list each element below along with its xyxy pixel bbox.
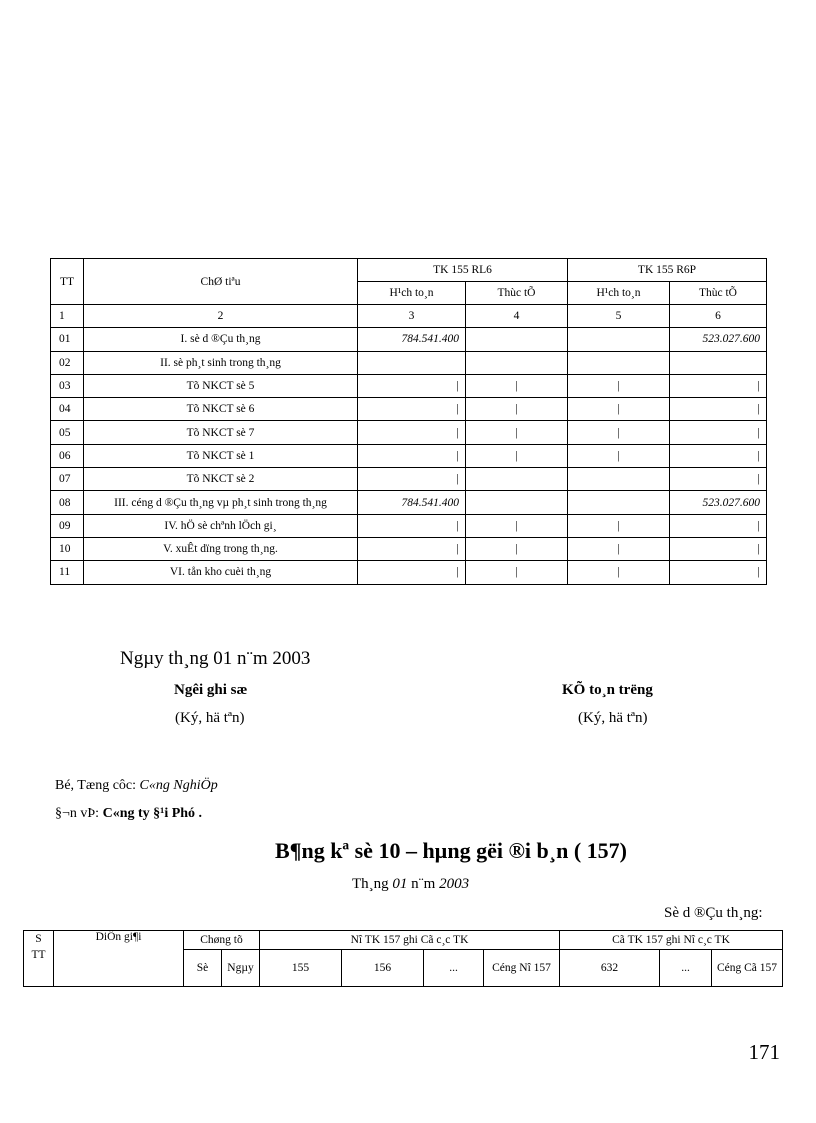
row-desc: III. céng d ®Çu th¸ng vµ ph¸t sinh trong th¸ng <box>84 491 358 514</box>
bookkeeper-title: Ngêi ghi sæ <box>174 682 248 698</box>
row-c3 <box>358 351 466 374</box>
table-row <box>51 374 767 397</box>
row-c4 <box>466 351 568 374</box>
header-dots-1: ... <box>424 950 484 987</box>
row-c5: | <box>568 537 670 560</box>
row-tt: 09 <box>51 514 84 537</box>
table-row <box>51 328 767 351</box>
ministry-line <box>55 778 218 794</box>
row-desc: VI. tån kho cuèi th¸ng <box>84 561 358 584</box>
header-cong-co: Céng Cã 157 <box>712 950 783 987</box>
row-c3: | <box>358 514 466 537</box>
row-c3: | <box>358 398 466 421</box>
header-ngay: Ngµy <box>222 950 260 987</box>
header-155: 155 <box>260 950 342 987</box>
page-number: 171 <box>748 1040 780 1064</box>
row-c6: 523.027.600 <box>670 328 767 351</box>
row-desc: Tõ NKCT sè 1 <box>84 444 358 467</box>
row-c5: | <box>568 514 670 537</box>
row-c3: | <box>358 421 466 444</box>
header-thucte-1: Thùc tÕ <box>466 282 568 305</box>
header-co-group: Cã TK 157 ghi Nî c¸c TK <box>560 931 783 950</box>
ministry-value: C«ng NghiÖp <box>139 778 218 793</box>
column-number-row <box>51 305 767 328</box>
year-value: 2003 <box>439 876 470 892</box>
row-tt: 03 <box>51 374 84 397</box>
row-tt: 08 <box>51 491 84 514</box>
row-tt: 10 <box>51 537 84 560</box>
bookkeeper-sub: (Ký, hä tªn) <box>175 710 245 726</box>
row-c3: | <box>358 537 466 560</box>
row-tt: 01 <box>51 328 84 351</box>
row-c4: | <box>466 514 568 537</box>
header-tt: TT <box>51 259 84 305</box>
signature-date: Ngµy th¸ng 01 n¨m 2003 <box>120 648 311 669</box>
stt-top: S <box>35 933 42 945</box>
row-c5 <box>568 468 670 491</box>
row-c4 <box>466 468 568 491</box>
header-thucte-2: Thùc tÕ <box>670 282 767 305</box>
row-desc: Tõ NKCT sè 6 <box>84 398 358 421</box>
row-c3: | <box>358 561 466 584</box>
row-c4 <box>466 328 568 351</box>
row-c6 <box>670 351 767 374</box>
header-632: 632 <box>560 950 660 987</box>
header-hachtoan-1: H¹ch to¸n <box>358 282 466 305</box>
header-hachtoan-2: H¹ch to¸n <box>568 282 670 305</box>
chief-accountant-sub: (Ký, hä tªn) <box>578 710 648 726</box>
row-tt: 06 <box>51 444 84 467</box>
table-header-row <box>51 259 767 282</box>
table-row <box>51 537 767 560</box>
opening-balance-label: Sè d ®Çu th¸ng: <box>664 905 763 921</box>
row-c4: | <box>466 374 568 397</box>
report-title: B¶ng kª sè 10 – hµng gëi ®i b¸n ( 157) <box>275 838 627 863</box>
table-row <box>51 491 767 514</box>
row-c3: 784.541.400 <box>358 491 466 514</box>
row-c5 <box>568 351 670 374</box>
row-tt: 07 <box>51 468 84 491</box>
report-month <box>352 876 469 893</box>
header-chitieu: ChØ tiªu <box>84 259 358 305</box>
row-c5: | <box>568 398 670 421</box>
table-row <box>51 398 767 421</box>
month-prefix: Th¸ng <box>352 876 393 892</box>
row-tt: 11 <box>51 561 84 584</box>
row-c4: | <box>466 537 568 560</box>
row-c6: | <box>670 537 767 560</box>
row-c6: | <box>670 421 767 444</box>
row-desc: II. sè ph¸t sinh trong th¸ng <box>84 351 358 374</box>
stock-summary-table <box>50 258 767 585</box>
row-c3: | <box>358 374 466 397</box>
header-stt <box>24 931 54 987</box>
row-desc: V. xuÊt dïng trong th¸ng. <box>84 537 358 560</box>
row-c4 <box>466 491 568 514</box>
colnum-6: 6 <box>670 305 767 328</box>
row-c6: | <box>670 514 767 537</box>
row-c5 <box>568 328 670 351</box>
unit-label: §¬n vÞ: <box>55 806 103 821</box>
row-tt: 04 <box>51 398 84 421</box>
row-c4: | <box>466 561 568 584</box>
header-group-1: TK 155 RL6 <box>358 259 568 282</box>
row-tt: 05 <box>51 421 84 444</box>
unit-value: C«ng ty §¹i Phó . <box>102 806 203 821</box>
table-row <box>51 561 767 584</box>
header-156: 156 <box>342 950 424 987</box>
table-row <box>51 421 767 444</box>
colnum-5: 5 <box>568 305 670 328</box>
row-c4: | <box>466 398 568 421</box>
unit-line <box>55 806 202 822</box>
row-c5: | <box>568 374 670 397</box>
row-c6: | <box>670 444 767 467</box>
colnum-3: 3 <box>358 305 466 328</box>
row-c3: | <box>358 444 466 467</box>
row-c6: 523.027.600 <box>670 491 767 514</box>
table-row <box>51 468 767 491</box>
row-desc: Tõ NKCT sè 7 <box>84 421 358 444</box>
goods-sent-table <box>23 930 783 987</box>
row-c5: | <box>568 444 670 467</box>
row-tt: 02 <box>51 351 84 374</box>
table-row <box>51 351 767 374</box>
row-c3: | <box>358 468 466 491</box>
table2-header-row <box>24 931 783 950</box>
table-row <box>51 444 767 467</box>
row-desc: Tõ NKCT sè 5 <box>84 374 358 397</box>
table-body <box>51 328 767 584</box>
row-c4: | <box>466 421 568 444</box>
row-c6: | <box>670 468 767 491</box>
row-c5 <box>568 491 670 514</box>
row-c6: | <box>670 561 767 584</box>
row-c3: 784.541.400 <box>358 328 466 351</box>
header-cong-no: Céng Nî 157 <box>484 950 560 987</box>
colnum-1: 1 <box>51 305 84 328</box>
month-mid: n¨m <box>407 876 440 892</box>
header-dots-2: ... <box>660 950 712 987</box>
row-desc: Tõ NKCT sè 2 <box>84 468 358 491</box>
row-c4: | <box>466 444 568 467</box>
row-desc: IV. hÖ sè chªnh lÖch gi¸ <box>84 514 358 537</box>
stt-bottom: TT <box>31 949 46 961</box>
colnum-4: 4 <box>466 305 568 328</box>
row-c6: | <box>670 374 767 397</box>
month-value: 01 <box>392 876 408 892</box>
header-chung-tu: Chøng tõ <box>184 931 260 950</box>
ministry-label: Bé, Tæng côc: <box>55 778 140 793</box>
row-c5: | <box>568 421 670 444</box>
header-dien-giai: DiÔn gi¶i <box>54 931 184 987</box>
row-desc: I. sè d ®Çu th¸ng <box>84 328 358 351</box>
table-row <box>51 514 767 537</box>
header-no-group: Nî TK 157 ghi Cã c¸c TK <box>260 931 560 950</box>
row-c6: | <box>670 398 767 421</box>
header-group-2: TK 155 R6P <box>568 259 767 282</box>
chief-accountant-title: KÕ to¸n trëng <box>562 682 653 698</box>
colnum-2: 2 <box>84 305 358 328</box>
row-c5: | <box>568 561 670 584</box>
header-so: Sè <box>184 950 222 987</box>
